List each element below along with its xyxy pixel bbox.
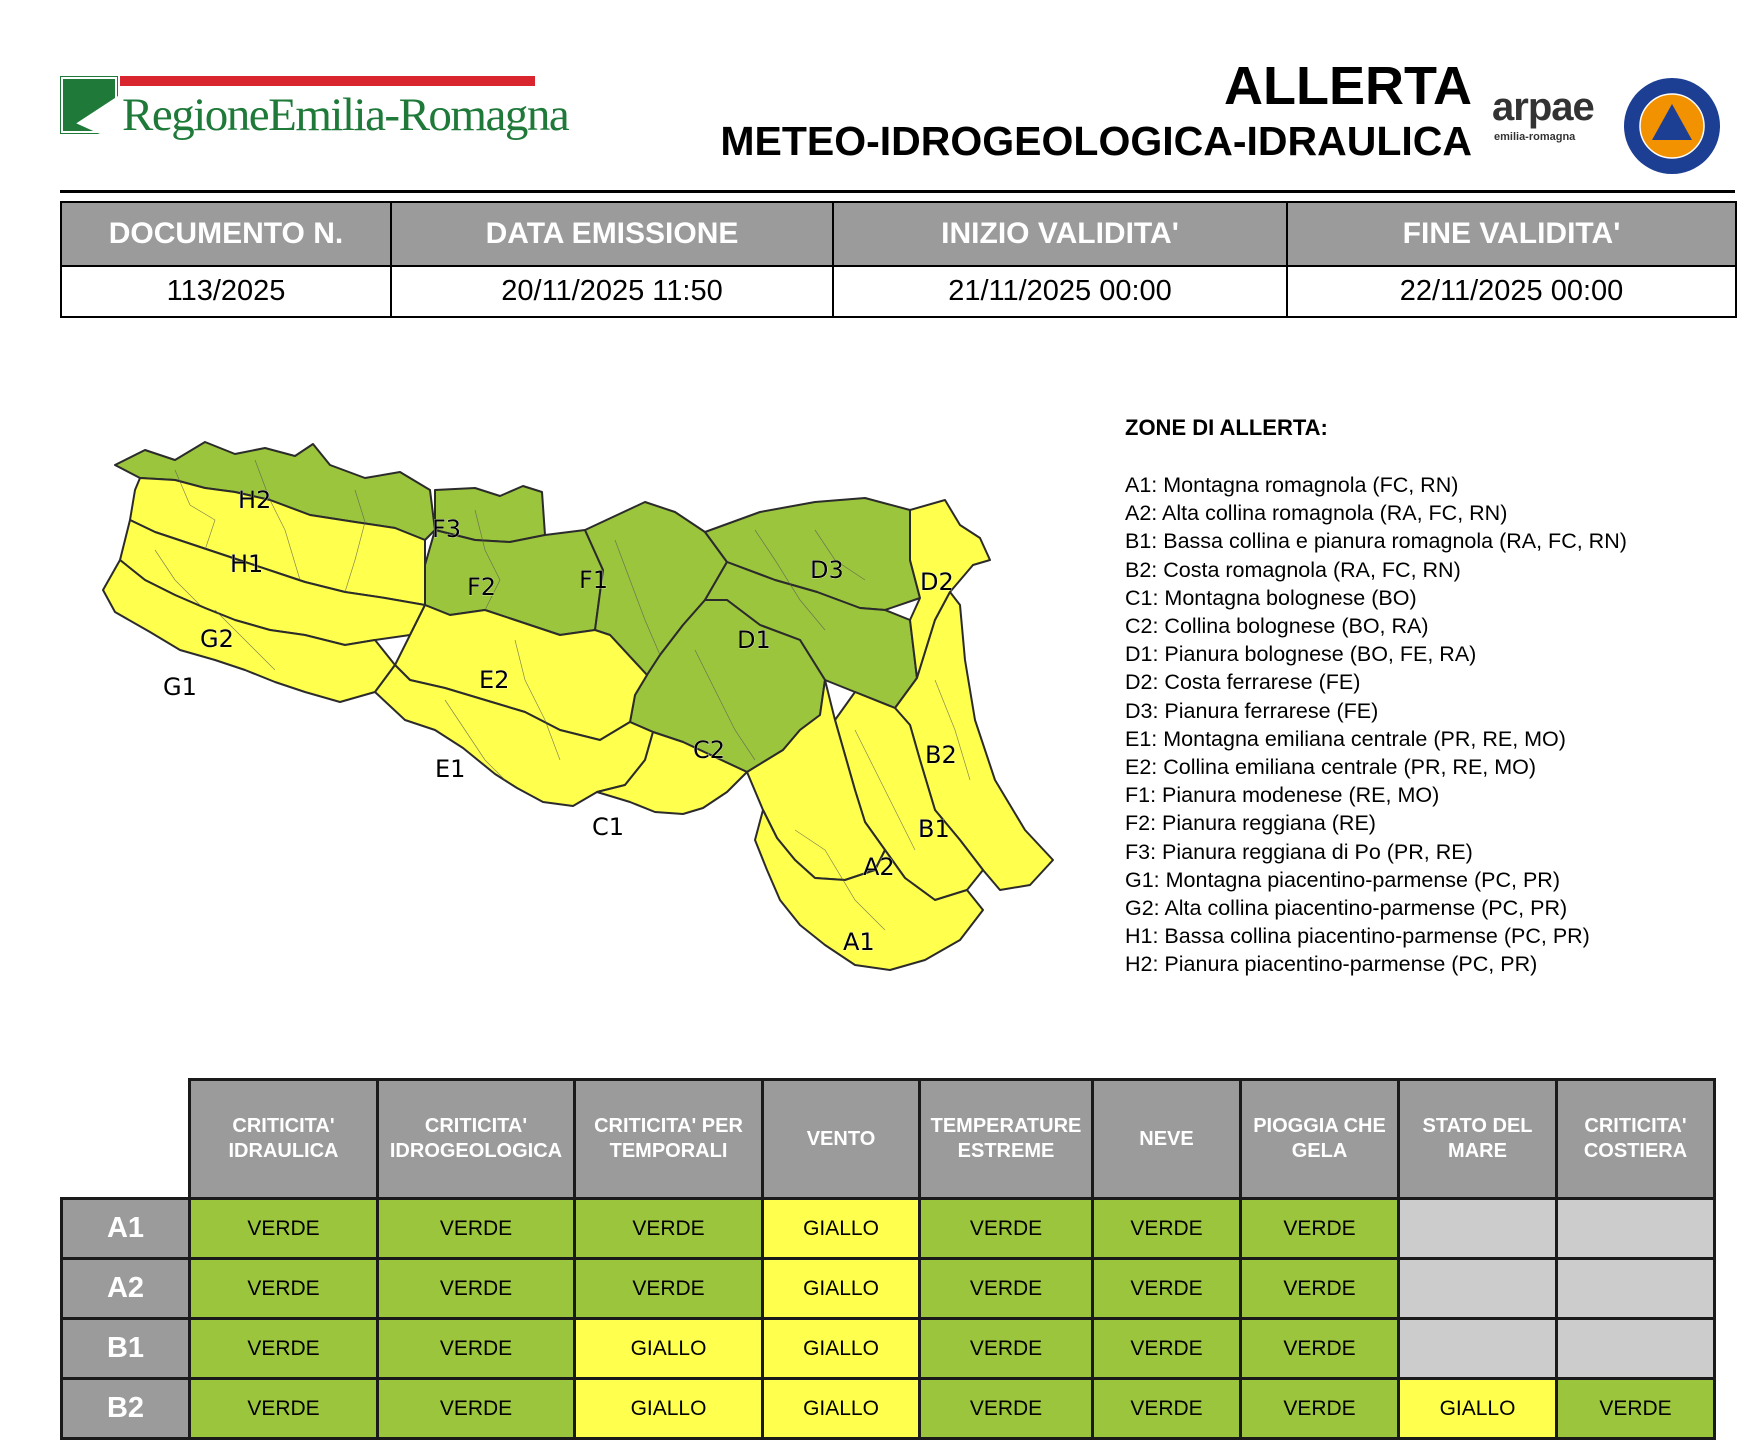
map-label-c2: C2 — [693, 736, 726, 764]
table-row — [62, 1379, 1715, 1439]
alert-level-cell: VERDE — [1241, 1379, 1399, 1439]
column-header: CRITICITA' IDROGEOLOGICA — [378, 1080, 575, 1199]
map-label-d2: D2 — [920, 568, 954, 596]
regione-emilia-romagna-logo — [60, 76, 569, 148]
legend-item: H1: Bassa collina piacentino-parmense (PC, PR) — [1125, 924, 1590, 949]
document-info-table — [60, 201, 1737, 318]
legend-item: F1: Pianura modenese (RE, MO) — [1125, 783, 1440, 808]
legend-item: G1: Montagna piacentino-parmense (PC, PR) — [1125, 867, 1560, 892]
alert-level-cell: VERDE — [575, 1199, 763, 1259]
alert-level-cell: VERDE — [1093, 1319, 1241, 1379]
validity-start-header: INIZIO VALIDITA' — [833, 202, 1287, 266]
alert-table-header-row — [62, 1080, 1715, 1199]
zone-label: B1 — [62, 1319, 190, 1379]
legend-item: C2: Collina bolognese (BO, RA) — [1125, 614, 1429, 639]
alert-level-cell: VERDE — [378, 1199, 575, 1259]
header-divider — [60, 190, 1735, 193]
map-label-c1: C1 — [592, 813, 625, 841]
emission-date-header: DATA EMISSIONE — [391, 202, 833, 266]
alert-level-cell — [1557, 1199, 1715, 1259]
column-header: CRITICITA' COSTIERA — [1557, 1080, 1715, 1199]
map-label-f1: F1 — [579, 566, 609, 594]
alert-level-cell: VERDE — [378, 1379, 575, 1439]
alert-level-cell: GIALLO — [763, 1199, 920, 1259]
legend-item: F3: Pianura reggiana di Po (PR, RE) — [1125, 839, 1473, 864]
alert-zones-map — [55, 430, 1100, 1020]
map-label-a1: A1 — [843, 928, 875, 956]
alert-level-cell: VERDE — [1241, 1319, 1399, 1379]
alert-level-cell: GIALLO — [575, 1379, 763, 1439]
legend-item: E1: Montagna emiliana centrale (PR, RE, MO) — [1125, 726, 1566, 751]
column-header: PIOGGIA CHE GELA — [1241, 1080, 1399, 1199]
zone-label: B2 — [62, 1379, 190, 1439]
alert-level-cell: GIALLO — [763, 1259, 920, 1319]
doc-number-value: 113/2025 — [61, 266, 391, 317]
legend-item: B2: Costa romagnola (RA, FC, RN) — [1125, 557, 1461, 582]
map-label-g1: G1 — [163, 673, 197, 701]
zone-label: A2 — [62, 1259, 190, 1319]
alert-level-cell: VERDE — [1093, 1199, 1241, 1259]
column-header: NEVE — [1093, 1080, 1241, 1199]
alert-level-cell: VERDE — [190, 1259, 378, 1319]
map-label-e1: E1 — [435, 755, 466, 783]
validity-end-value: 22/11/2025 00:00 — [1287, 266, 1736, 317]
alert-level-cell: VERDE — [1093, 1379, 1241, 1439]
alert-level-cell: GIALLO — [1399, 1379, 1557, 1439]
alert-level-cell: VERDE — [920, 1199, 1093, 1259]
civil-protection-logo — [1622, 76, 1722, 176]
alert-level-cell: VERDE — [920, 1319, 1093, 1379]
map-label-a2: A2 — [863, 853, 895, 881]
column-header: VENTO — [763, 1080, 920, 1199]
alert-levels-table — [60, 1078, 1716, 1440]
legend-item: E2: Collina emiliana centrale (PR, RE, MO) — [1125, 755, 1537, 780]
map-label-d3: D3 — [810, 556, 844, 584]
alert-level-cell: VERDE — [920, 1259, 1093, 1319]
legend-item: C1: Montagna bolognese (BO) — [1125, 585, 1417, 610]
table-row — [62, 1259, 1715, 1319]
alert-level-cell: VERDE — [378, 1319, 575, 1379]
doc-number-header: DOCUMENTO N. — [61, 202, 391, 266]
alert-level-cell: VERDE — [1241, 1199, 1399, 1259]
validity-start-value: 21/11/2025 00:00 — [833, 266, 1287, 317]
alert-level-cell: GIALLO — [763, 1319, 920, 1379]
legend-title: ZONE DI ALLERTA: — [1125, 415, 1328, 440]
alert-level-cell — [1399, 1319, 1557, 1379]
map-label-d1: D1 — [737, 626, 771, 654]
alert-level-cell — [1557, 1259, 1715, 1319]
arpae-logo-word: arpae — [1492, 85, 1594, 129]
alert-level-cell: VERDE — [1093, 1259, 1241, 1319]
emission-date-value: 20/11/2025 11:50 — [391, 266, 833, 317]
alert-level-cell: VERDE — [920, 1379, 1093, 1439]
page-title: ALLERTA — [1224, 56, 1472, 116]
column-header: CRITICITA' IDRAULICA — [190, 1080, 378, 1199]
alert-zones-legend — [1125, 415, 1745, 979]
alert-level-cell: VERDE — [190, 1379, 378, 1439]
table-corner — [62, 1080, 190, 1199]
map-label-b2: B2 — [925, 741, 957, 769]
alert-level-cell: VERDE — [378, 1259, 575, 1319]
arpae-logo — [1492, 85, 1612, 145]
alert-level-cell: VERDE — [575, 1259, 763, 1319]
legend-item: F2: Pianura reggiana (RE) — [1125, 811, 1376, 836]
table-row — [62, 1199, 1715, 1259]
arpae-logo-subtext: emilia-romagna — [1494, 131, 1576, 143]
legend-item: D1: Pianura bolognese (BO, FE, RA) — [1125, 642, 1477, 667]
alert-level-cell: VERDE — [1241, 1259, 1399, 1319]
legend-item: A2: Alta collina romagnola (RA, FC, RN) — [1125, 501, 1508, 526]
legend-item: A1: Montagna romagnola (FC, RN) — [1125, 473, 1459, 497]
alert-level-cell: VERDE — [1557, 1379, 1715, 1439]
page-subtitle: METEO-IDROGEOLOGICA-IDRAULICA — [720, 118, 1472, 164]
alert-level-cell: VERDE — [190, 1319, 378, 1379]
zone-label: A1 — [62, 1199, 190, 1259]
legend-item: D3: Pianura ferrarese (FE) — [1125, 698, 1379, 723]
legend-list — [1125, 471, 1745, 979]
map-label-b1: B1 — [918, 815, 950, 843]
region-logo-text: RegioneEmilia-Romagna — [122, 89, 569, 141]
region-emblem-icon — [60, 76, 118, 134]
table-row — [62, 1319, 1715, 1379]
alert-table-body — [62, 1199, 1715, 1439]
map-label-h1: H1 — [230, 550, 264, 578]
map-label-g2: G2 — [200, 625, 234, 653]
legend-item: G2: Alta collina piacentino-parmense (PC, PR) — [1125, 896, 1568, 921]
map-label-h2: H2 — [238, 486, 272, 514]
validity-end-header: FINE VALIDITA' — [1287, 202, 1736, 266]
map-label-e2: E2 — [479, 666, 510, 694]
region-logo-red-bar — [120, 76, 535, 86]
legend-item: B1: Bassa collina e pianura romagnola (RA, FC, RN) — [1125, 529, 1627, 554]
column-header: STATO DEL MARE — [1399, 1080, 1557, 1199]
alert-level-cell: VERDE — [190, 1199, 378, 1259]
alert-level-cell — [1399, 1199, 1557, 1259]
map-label-f2: F2 — [467, 573, 497, 601]
alert-level-cell — [1399, 1259, 1557, 1319]
column-header: CRITICITA' PER TEMPORALI — [575, 1080, 763, 1199]
alert-level-cell: GIALLO — [575, 1319, 763, 1379]
legend-item: H2: Pianura piacentino-parmense (PC, PR) — [1125, 952, 1538, 977]
document-header — [0, 0, 1762, 200]
map-label-f3: F3 — [432, 515, 462, 543]
legend-item: D2: Costa ferrarese (FE) — [1125, 670, 1361, 695]
alert-level-cell: GIALLO — [763, 1379, 920, 1439]
column-header: TEMPERATURE ESTREME — [920, 1080, 1093, 1199]
alert-level-cell — [1557, 1319, 1715, 1379]
